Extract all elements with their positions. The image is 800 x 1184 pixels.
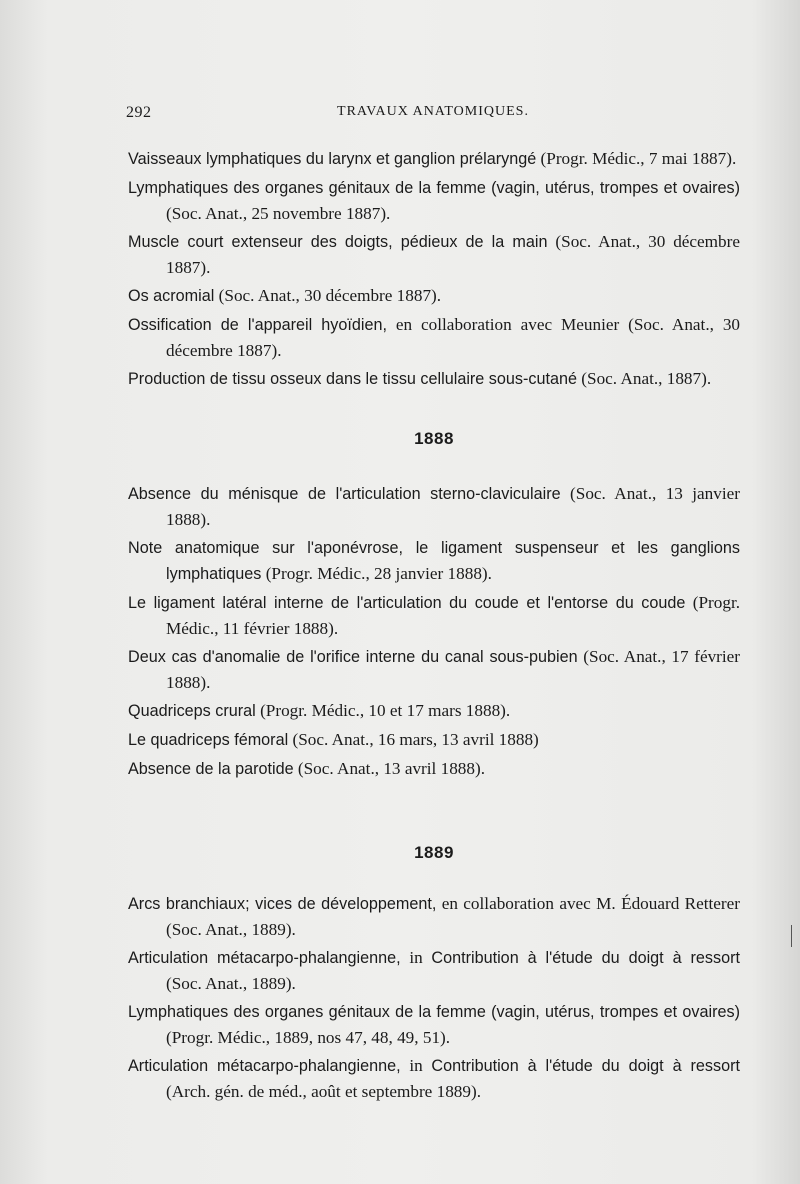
running-title: TRAVAUX ANATOMIQUES. [337, 104, 529, 119]
entry-reference: en collaboration avec Meunier (Soc. Anat., 30 décembre 1887). [166, 314, 741, 360]
entry-in: in [409, 948, 423, 967]
bib-entry [128, 698, 740, 724]
entry-title: Lymphatiques des organes génitaux de la femme (vagin, utérus, trompes et ovaires) [128, 178, 740, 197]
entry-reference: (Soc. Anat., 13 avril 1888). [297, 758, 486, 778]
entry-title-secondary: Contribution à l'étude du doigt à ressort [431, 1057, 740, 1075]
bib-entry [128, 481, 740, 532]
bibliography-list [128, 146, 740, 1107]
entry-title-secondary: Contribution à l'étude du doigt à ressort [431, 949, 740, 967]
entry-title: Le quadriceps fémoral [128, 730, 289, 749]
entry-reference: (Soc. Anat., 1889). [166, 974, 296, 994]
bib-entry [128, 312, 740, 363]
bib-entry [128, 590, 740, 641]
bib-entry [128, 229, 740, 280]
entry-reference: (Progr. Médic., 10 et 17 mars 1888). [260, 701, 511, 720]
bib-entry [128, 366, 740, 392]
bib-entry [128, 644, 740, 695]
entry-reference: (Progr. Médic., 7 mai 1887). [540, 149, 737, 168]
entry-reference: (Soc. Anat., 30 décembre 1887). [218, 285, 442, 305]
entry-title: Articulation métacarpo-phalangienne, [128, 1057, 401, 1075]
entry-title: Production de tissu osseux dans le tissu cellulaire sous-cutané [128, 369, 577, 388]
entry-reference: (Soc. Anat., 13 janvier 1888). [166, 484, 740, 530]
bib-entry [128, 756, 740, 782]
entry-reference: (Progr. Médic., 11 février 1888). [166, 593, 741, 639]
entry-title: Ossification de l'appareil hyoïdien, [128, 315, 387, 334]
entry-reference: (Soc. Anat., 16 mars, 13 avril 1888) [292, 729, 539, 749]
entry-title: Le ligament latéral interne de l'articulation du coude et l'entorse du coude [128, 594, 686, 612]
bib-entry [128, 727, 740, 753]
bib-entry [128, 283, 740, 309]
entry-title: Articulation métacarpo-phalangienne, [128, 949, 401, 967]
entry-title: Arcs branchiaux; vices de développement, [128, 895, 437, 913]
bib-entry [128, 891, 740, 942]
entry-reference: (Soc. Anat., 1887). [581, 368, 712, 388]
bib-entry [128, 146, 740, 172]
page-edge-mark [791, 925, 792, 947]
entry-title: Lymphatiques des organes génitaux de la femme (vagin, utérus, trompes et ovaires) [128, 1003, 740, 1021]
entry-title: Vaisseaux lymphatiques du larynx et ganglion prélaryngé [128, 150, 537, 168]
entry-title: Muscle court extenseur des doigts, pédieux de la main [128, 232, 548, 251]
entry-title: Absence de la parotide [128, 759, 294, 778]
entry-in: in [409, 1056, 423, 1075]
bib-entry [128, 999, 740, 1050]
entry-title: Deux cas d'anomalie de l'orifice interne du canal sous-pubien [128, 648, 578, 666]
entry-reference: (Soc. Anat., 17 février 1888). [166, 647, 741, 693]
page-number: 292 [126, 104, 152, 121]
bib-entry [128, 175, 740, 226]
entry-reference: (Soc. Anat., 25 novembre 1887). [166, 204, 391, 223]
entry-title: Os acromial [128, 286, 215, 305]
page-header [126, 104, 740, 128]
entry-reference: (Arch. gén. de méd., août et septembre 1889). [166, 1082, 481, 1102]
entry-reference: (Soc. Anat., 30 décembre 1887). [166, 231, 740, 277]
bib-entry [128, 945, 740, 996]
entry-title: Absence du ménisque de l'articulation sterno-claviculaire [128, 485, 561, 503]
bib-entry [128, 535, 740, 587]
entry-title: Quadriceps crural [128, 702, 256, 720]
year-heading-1889: 1889 [414, 842, 454, 862]
entry-reference: (Progr. Médic., 1889, nos 47, 48, 49, 51). [166, 1028, 451, 1048]
entry-reference: en collaboration avec M. Édouard Retterer (Soc. Anat., 1889). [166, 894, 741, 940]
bib-entry [128, 1053, 740, 1104]
entry-reference: (Progr. Médic., 28 janvier 1888). [265, 564, 492, 584]
year-heading-1888: 1888 [414, 428, 454, 448]
entry-title: Note anatomique sur l'aponévrose, le ligament suspenseur et les ganglions lymphatiques [128, 539, 740, 584]
